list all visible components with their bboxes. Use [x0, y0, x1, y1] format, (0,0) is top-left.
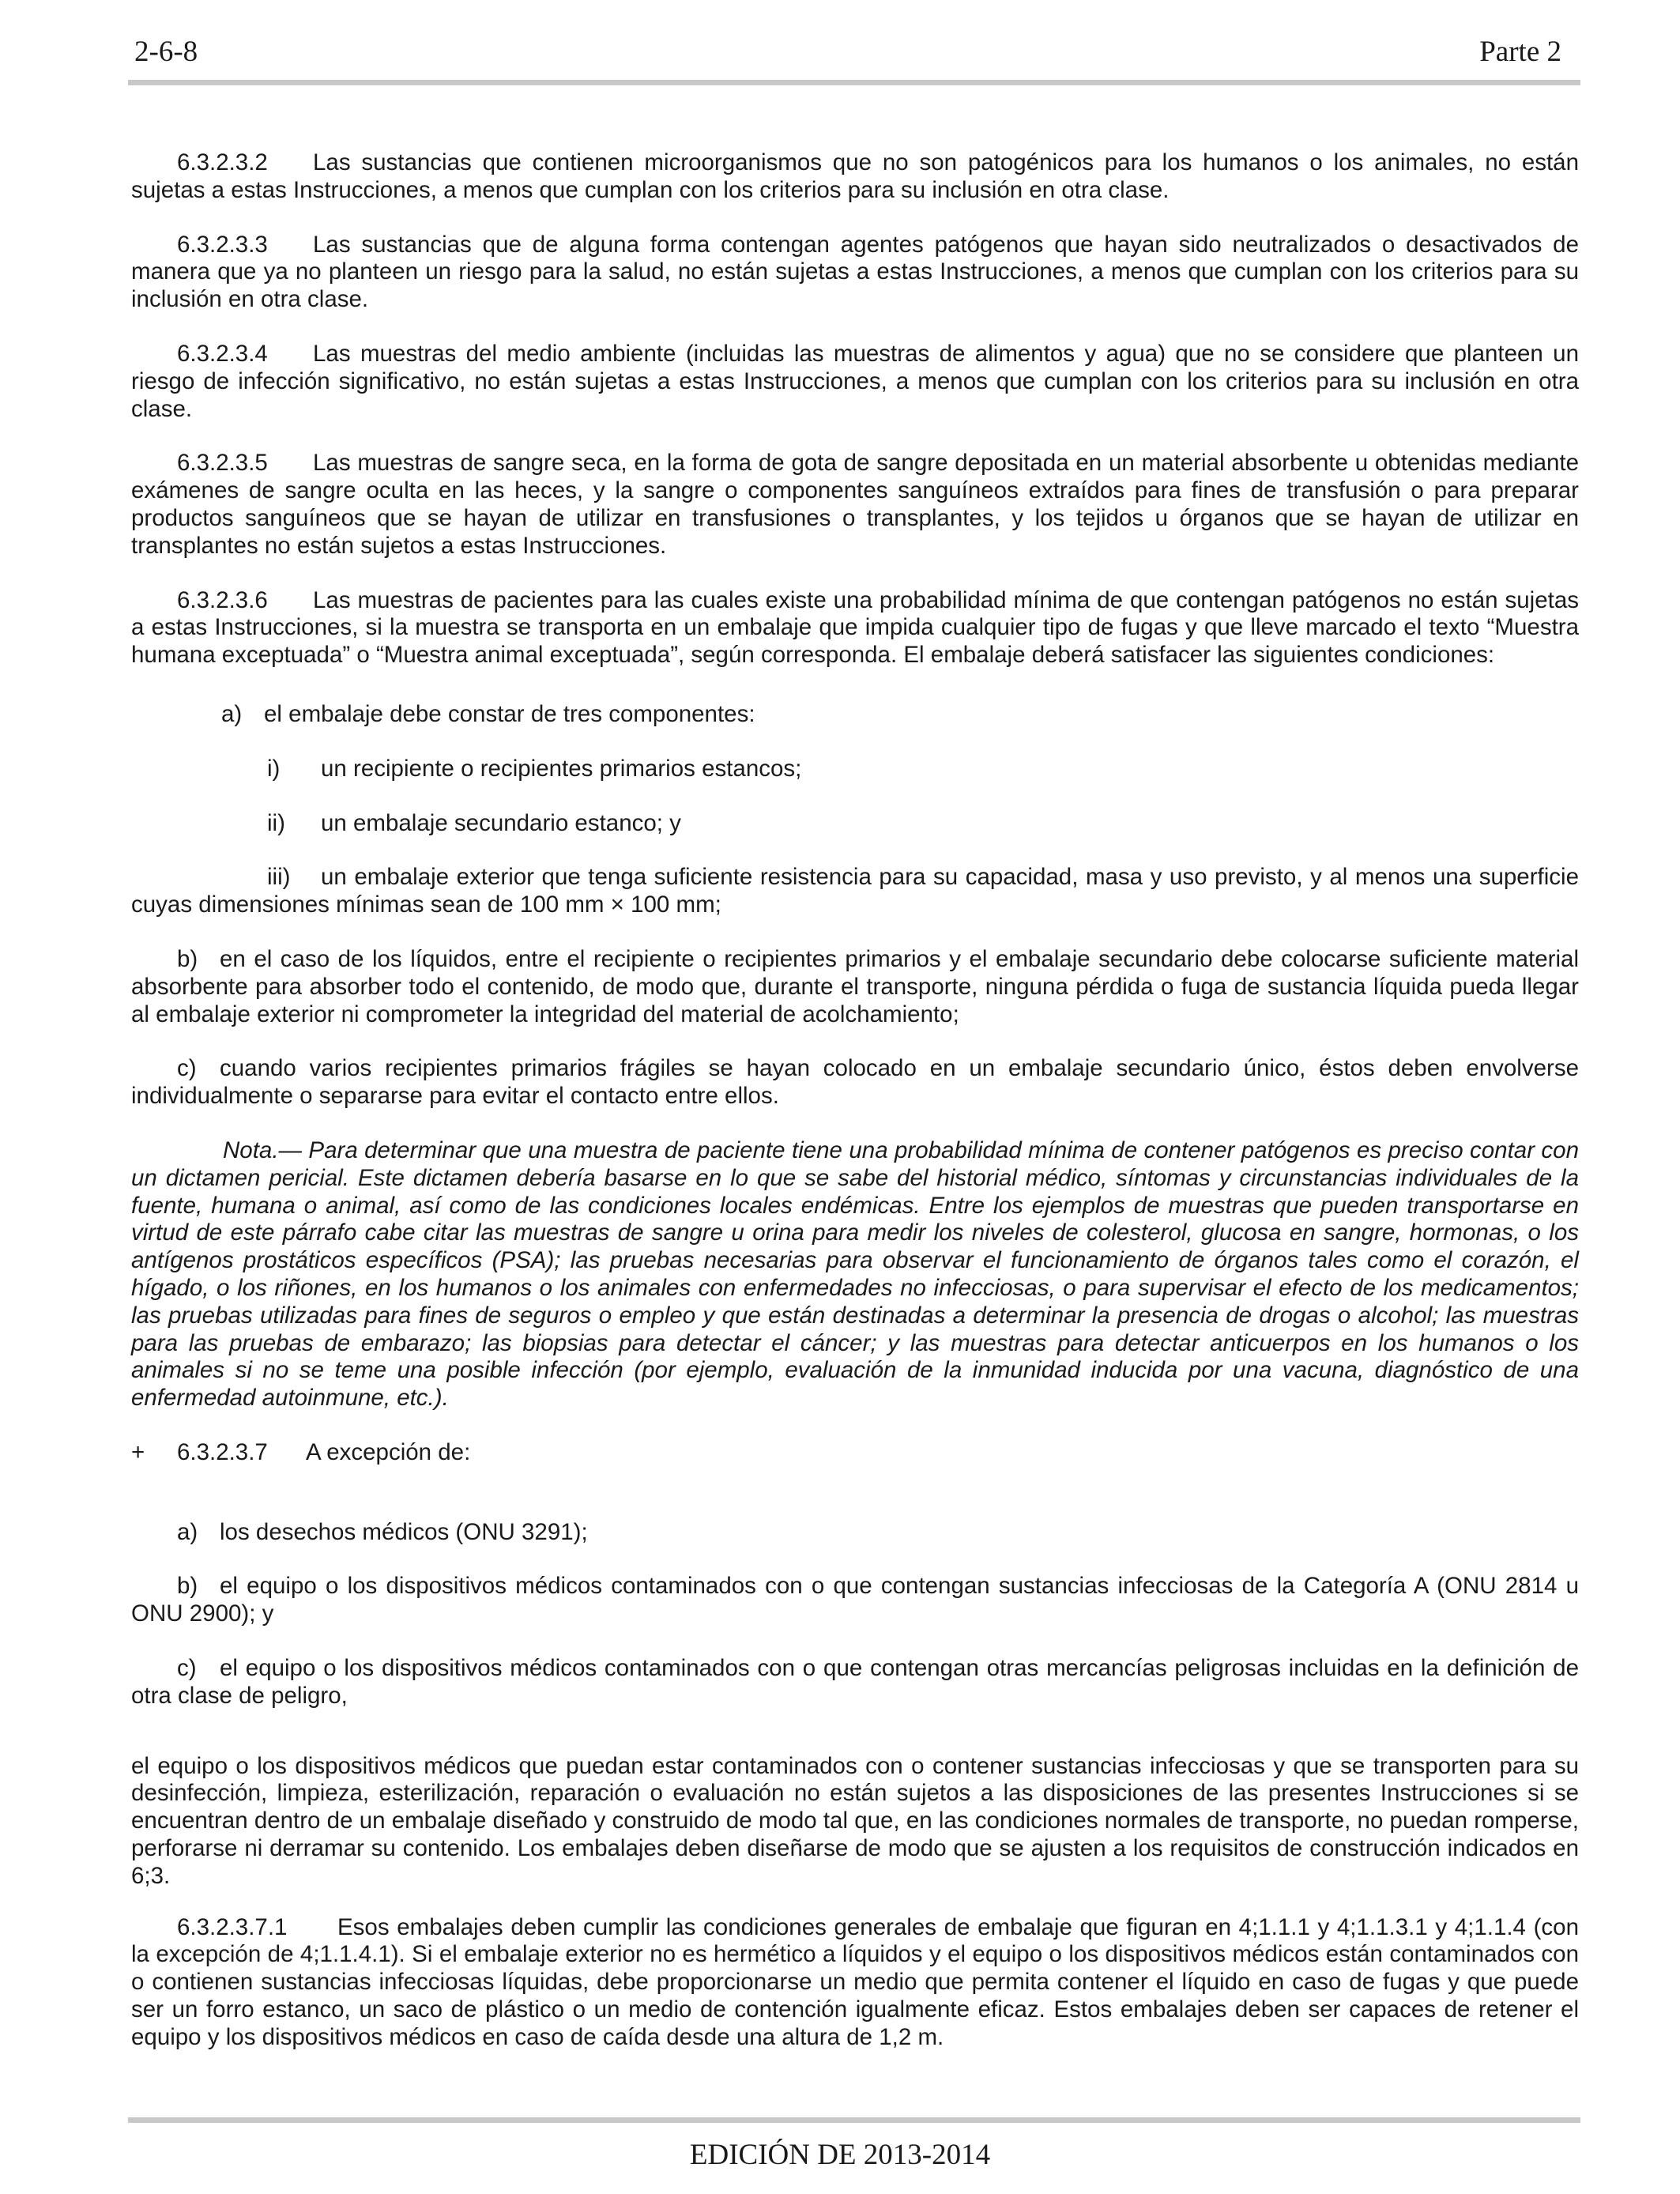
- paragraph-number: 6.3.2.3.7.1: [177, 1913, 288, 1940]
- paragraph-6-3-2-3-7: [131, 1439, 1579, 1467]
- list-text: los desechos médicos (ONU 3291);: [220, 1518, 588, 1545]
- list-label: a): [177, 1518, 198, 1545]
- document-body: [131, 149, 1579, 2052]
- page-number: 2-6-8: [134, 36, 198, 68]
- list-item-b: [131, 946, 1579, 1028]
- paragraph-text: Las muestras de pacientes para las cuales existe una probabilidad mínima de que contengan patógenos no están sujetas a estas Instrucciones, si la muestra se transporta en un embalaje que impida cualquier tipo de fugas y que lleve marcado el texto “Muestra humana exceptuada” o “Muestra animal exceptuada”, según corresponda. El embalaje deberá satisfacer las siguientes condiciones:: [131, 586, 1579, 669]
- list-label: b): [177, 945, 198, 972]
- list-text: en el caso de los líquidos, entre el recipiente o recipientes primarios y el embalaje secundario debe colocarse suficiente material absorbente para absorber todo el contenido, de modo que, durante el transporte, ninguna pérdida o fuga de sustancia líquida pueda llegar al embalaje exterior ni comprometer la integridad del material de acolchamiento;: [131, 945, 1579, 1027]
- paragraph-number: 6.3.2.3.6: [177, 586, 268, 613]
- edition-footer: EDICIÓN DE 2013-2014: [689, 2139, 991, 2171]
- paragraph-text: Las sustancias que contienen microorganismos que no son patogénicos para los humanos o los animales, no están sujetas a estas Instrucciones, a menos que cumplan con los criterios para su inclusión en otra clase.: [131, 149, 1579, 203]
- exception-item-c: [131, 1655, 1579, 1710]
- list-item-iii: [131, 864, 1579, 919]
- note-paragraph: Nota.— Para determinar que una muestra de paciente tiene una probabilidad mínima de contener patógenos es preciso contar con un dictamen pericial. Este dictamen debería basarse en lo que se sabe del historial médico, síntomas y circunstancias individuales de la fuente, humana o animal, así como de las condiciones locales endémicas. Entre los ejemplos de muestras que pueden transportarse en virtud de este párrafo cabe citar las muestras de sangre u orina para medir los niveles de colesterol, glucosa en sangre, hormonas, o los antígenos prostáticos específicos (PSA); las pruebas necesarias para observar el funcionamiento de órganos tales como el corazón, el hígado, o los riñones, en los humanos o los animales con enfermedades no infecciosas, o para supervisar el efecto de los medicamentos; las pruebas utilizadas para fines de seguros o empleo y que están destinadas a determinar la presencia de drogas o alcohol; las muestras para las pruebas de embarazo; las biopsias para detectar el cáncer; y las muestras para detectar anticuerpos en los humanos o los animales si no se teme una posible infección (por ejemplo, evaluación de la inmunidad inducida por una vacuna, diagnóstico de una enfermedad autoinmune, etc.).: [131, 1137, 1579, 1412]
- paragraph-text: Las muestras del medio ambiente (incluidas las muestras de alimentos y agua) que no se considere que planteen un riesgo de infección significativo, no están sujetas a estas Instrucciones, a menos que cumplan con los criterios para su inclusión en otra clase.: [131, 340, 1579, 422]
- list-text: el equipo o los dispositivos médicos contaminados con o que contengan sustancias infecciosas de la Categoría A (ONU 2814 u ONU 2900); y: [131, 1573, 1579, 1627]
- amendment-marker: +: [131, 1438, 145, 1465]
- list-text: el equipo o los dispositivos médicos contaminados con o que contengan otras mercancías peligrosas incluidas en la definición de otra clase de peligro,: [131, 1655, 1579, 1709]
- list-item-c: [131, 1055, 1579, 1110]
- list-label: b): [177, 1573, 198, 1600]
- footer-rule: [128, 2117, 1580, 2123]
- paragraph-text: Las muestras de sangre seca, en la forma de gota de sangre depositada en un material absorbente u obtenidas mediante exámenes de sangre oculta en las heces, y la sangre o componentes sanguíneos extraídos para fines de transfusión o para preparar productos sanguíneos que se hayan de utilizar en transfusiones o transplantes, y los tejidos u órganos que se hayan de utilizar en transplantes no están sujetos a estas Instrucciones.: [131, 450, 1579, 559]
- paragraph-6-3-2-3-4: [131, 341, 1579, 423]
- header-rule: [128, 80, 1580, 85]
- paragraph-6-3-2-3-5: [131, 450, 1579, 560]
- list-item-a: [131, 701, 1579, 729]
- list-text: el embalaje debe constar de tres componentes:: [264, 700, 755, 727]
- exception-item-a: [131, 1519, 1579, 1547]
- page-header: [128, 35, 1580, 82]
- list-item-i: [131, 756, 1579, 783]
- list-text: cuando varios recipientes primarios frágiles se hayan colocado en un embalaje secundario único, éstos deben envolverse individualmente o separarse para evitar el contacto entre ellos.: [131, 1055, 1579, 1110]
- exception-body-paragraph: el equipo o los dispositivos médicos que puedan estar contaminados con o contener sustancias infecciosas y que se transporten para su desinfección, limpieza, esterilización, reparación o evaluación no están sujetos a las disposiciones de las presentes Instrucciones si se encuentran dentro de un embalaje diseñado y construido de modo tal que, en las condiciones normales de transporte, no puedan romperse, perforarse ni derramar su contenido. Los embalajes deben diseñarse de modo que se ajusten a los requisitos de construcción indicados en 6;3.: [131, 1752, 1579, 1889]
- paragraph-number: 6.3.2.3.2: [177, 149, 268, 175]
- paragraph-6-3-2-3-6: [131, 587, 1579, 669]
- list-label: i): [267, 755, 281, 782]
- paragraph-number: 6.3.2.3.4: [177, 340, 268, 367]
- list-label: a): [221, 700, 243, 727]
- paragraph-number: 6.3.2.3.3: [177, 231, 268, 258]
- list-text: un embalaje secundario estanco; y: [321, 809, 681, 836]
- list-label: ii): [267, 809, 285, 836]
- list-label: c): [177, 1655, 197, 1682]
- paragraph-number: 6.3.2.3.5: [177, 450, 268, 477]
- list-label: iii): [267, 864, 291, 891]
- paragraph-text: Las sustancias que de alguna forma contengan agentes patógenos que hayan sido neutralizados o desactivados de manera que ya no planteen un riesgo para la salud, no están sujetas a estas Instrucciones, a menos que cumplan con los criterios para su inclusión en otra clase.: [131, 231, 1579, 313]
- list-text: un embalaje exterior que tenga suficiente resistencia para su capacidad, masa y uso previsto, y al menos una superficie cuyas dimensiones mínimas sean de 100 mm × 100 mm;: [131, 864, 1579, 918]
- paragraph-6-3-2-3-2: [131, 149, 1579, 205]
- list-item-ii: [131, 810, 1579, 838]
- paragraph-number: 6.3.2.3.7: [177, 1438, 268, 1465]
- paragraph-text: Esos embalajes deben cumplir las condiciones generales de embalaje que figuran en 4;1.1.1 y 4;1.1.3.1 y 4;1.1.4 (con la excepción de 4;1.1.4.1). Si el embalaje exterior no es hermético a líquidos y el equipo o los dispositivos médicos están contaminados con o contienen sustancias infecciosas líquidas, debe proporcionarse un medio que permita contener el líquido en caso de fugas y que puede ser un forro estanco, un saco de plástico o un medio de contención igualmente eficaz. Estos embalajes deben ser capaces de retener el equipo y los dispositivos médicos en caso de caída desde una altura de 1,2 m.: [131, 1913, 1579, 2050]
- exception-item-b: [131, 1573, 1579, 1628]
- paragraph-6-3-2-3-7-1: [131, 1914, 1579, 2052]
- list-label: c): [177, 1055, 197, 1082]
- part-label: Parte 2: [1479, 36, 1561, 68]
- paragraph-6-3-2-3-3: [131, 232, 1579, 314]
- paragraph-text: A excepción de:: [306, 1438, 471, 1465]
- list-text: un recipiente o recipientes primarios estancos;: [321, 755, 802, 782]
